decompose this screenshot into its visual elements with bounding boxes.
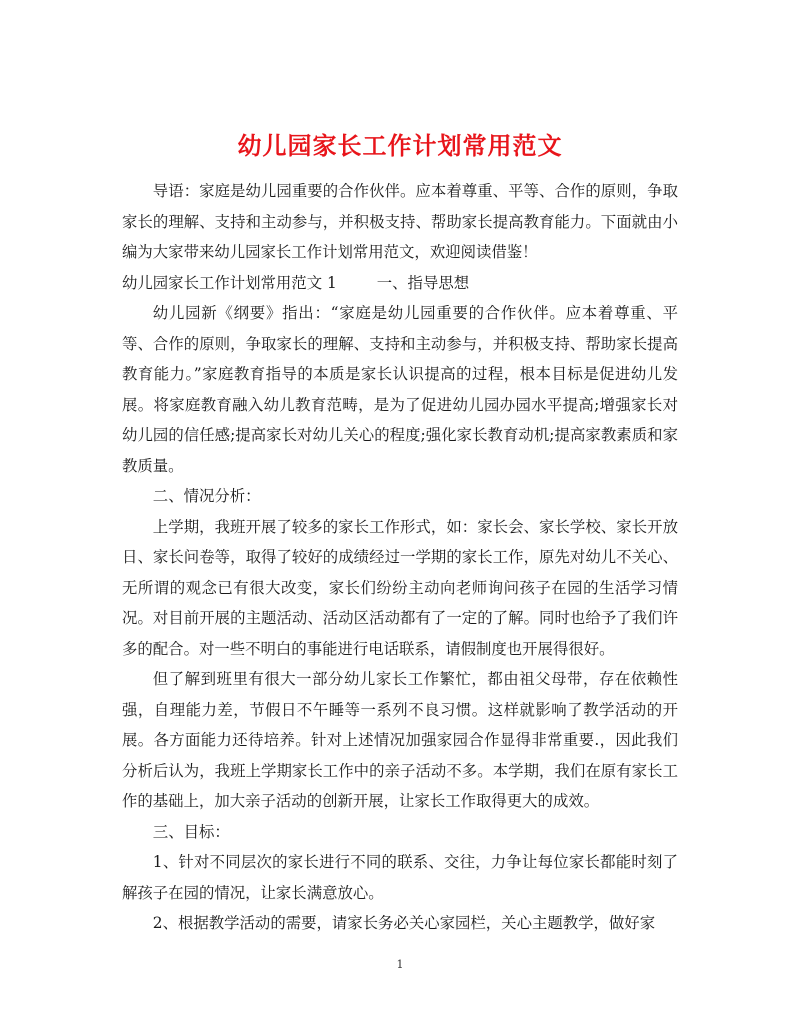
sample-label: 幼儿园家长工作计划常用范文 1 [122,273,337,292]
goal-item-1: 1、针对不同层次的家长进行不同的联系、交往，力争让每位家长都能时刻了解孩子在园的情况，让家长满意放心。 [122,853,678,902]
section1-paragraph: 幼儿园新《纲要》指出：“家庭是幼儿园重要的合作伙伴。应本着尊重、平等、合作的原则，争取家长的理解、支持和主动参与，并积极支持、帮助家长提高教育能力。”家庭教育指导的本质是家长认识提高的过程，根本目标是促进幼儿发展。将家庭教育融入幼儿教育范畴，是为了促进幼儿园办园水平提高;增强家长对幼儿园的信任感;提高家长对幼儿关心的程度;强化家长教育动机;提高家教素质和家教质量。 [122,304,678,475]
document-title: 幼儿园家长工作计划常用范文 [237,131,563,161]
document-body [122,176,678,939]
section3-heading: 三、目标： [152,822,230,841]
page-number: 1 [396,958,404,971]
goal-item-2: 2、根据教学活动的需要，请家长务必关心家园栏，关心主题教学，做好家 [152,914,656,932]
section2-paragraph-1: 上学期，我班开展了较多的家长工作形式，如：家长会、家长学校、家长开放日、家长问卷等，取得了较好的成绩经过一学期的家长工作，原先对幼儿不关心、无所谓的观念已有很大改变，家长们纷纷主动向老师询问孩子在园的生活学习情况。对目前开展的主题活动、活动区活动都有了一定的了解。同时也给予了我们许多的配合。对一些不明白的事能进行电话联系，请假制度也开展得很好。 [122,517,678,658]
section2-paragraph-2: 但了解到班里有很大一部分幼儿家长工作繁忙，都由祖父母带，存在依赖性强，自理能力差，节假日不午睡等一系列不良习惯。这样就影响了教学活动的开展。各方面能力还待培养。针对上述情况加强家园合作显得非常重要.，因此我们分析后认为，我班上学期家长工作中的亲子活动不多。本学期，我们在原有家长工作的基础上，加大亲子活动的创新开展，让家长工作取得更大的成效。 [122,670,678,810]
sample-heading-line [122,268,678,299]
intro-paragraph: 导语：家庭是幼儿园重要的合作伙伴。应本着尊重、平等、合作的原则，争取家长的理解、支持和主动参与，并积极支持、帮助家长提高教育能力。下面就由小编为大家带来幼儿园家长工作计划常用范文，欢迎阅读借鉴！ [122,182,678,261]
section2-heading: 二、情况分析： [152,487,261,505]
section1-heading: 一、指导思想 [376,273,470,292]
